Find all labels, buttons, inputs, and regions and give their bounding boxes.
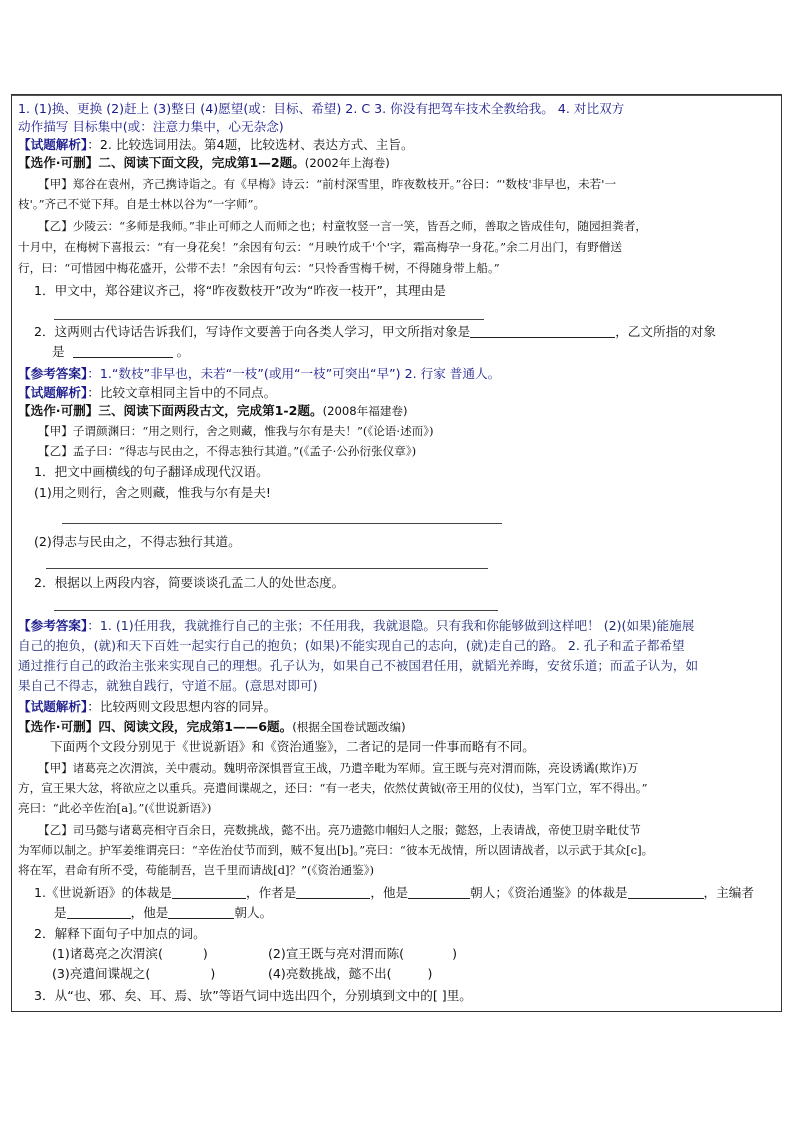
yi-passage-line-3: 将在军，君命有所不受，苟能制吾，岂千里而请战[d]？”(《资治通鉴》) [18, 863, 375, 877]
question-4-1-text-f: 是 [54, 905, 67, 920]
answers-line-1: 1. (1)换、更换 (2)赶上 (3)整日 (4)愿望(或：目标、希望) 2. C 3. 你没有把驾车技术全教给我。 4. 对比双方 [18, 101, 625, 116]
answer-line [62, 523, 502, 524]
item-text: (4)亮数挑战，懿不出( [268, 966, 392, 981]
section-4-intro: 下面两个文段分别见于《世说新语》和《资治通鉴》，二者记的是同一件事而略有不同。 [50, 739, 535, 754]
section-2-heading [18, 155, 390, 171]
analysis-text: ：比较文章相同主旨中的不同点。 [87, 385, 277, 400]
question-3-1-b: (2)得志与民由之，不得志独行其道。 [34, 534, 241, 549]
question-2-2-text: 2．这两则古代诗话告诉我们，写诗作文要善于向各类人学习，甲文所指对象是 [34, 324, 471, 339]
analysis-tag: 【试题解析】 [18, 385, 88, 400]
question-4-1-text-h: 朝人。 [234, 905, 273, 920]
question-4-1 [34, 885, 754, 901]
question-4-1-cont [54, 905, 272, 921]
reference-answer-2 [18, 366, 500, 382]
item-paren: ) [210, 966, 216, 981]
question-4-2-item-1 [52, 946, 208, 962]
section-4-title: 四、阅读文段，完成第1——6题。 [98, 719, 293, 734]
section-3-title: 三、阅读下面两段古文，完成第1-2题。 [98, 403, 323, 418]
analysis-2 [18, 385, 276, 401]
analysis-tag: 【试题解析】 [18, 699, 88, 714]
reference-answer-3-line-1 [18, 618, 694, 634]
analysis-text: ：比较两则文段思想内容的同异。 [87, 699, 277, 714]
answer-tag: 【参考答案】 [18, 618, 88, 633]
section-2-source: (2002年上海卷) [304, 156, 390, 170]
question-4-2: 2．解释下面句子中加点的词。 [34, 926, 206, 941]
worksheet-frame [11, 94, 782, 1012]
answers-line-2: 动作描写 目标集中(或：注意力集中，心无杂念) [18, 119, 284, 134]
section-4-heading [18, 719, 406, 735]
question-2-1: 1．甲文中，郑谷建议齐己，将“昨夜数枝开”改为“昨夜一枝开”，其理由是 [34, 283, 446, 298]
question-4-2-item-4 [268, 966, 432, 982]
yi-passage-line-1: 【乙】司马懿与诸葛亮相守百余日，亮数挑战，懿不出。亮乃遗懿巾帼妇人之服；懿怒，上表请战，帝使卫尉辛毗仗节 [38, 823, 641, 837]
reference-answer-3-line-2: 自己的抱负，(就)和天下百姓一起实行自己的抱负；(如果)不能实现自己的志向，(就)走自己的路。 2. 孔子和孟子都希望 [18, 638, 685, 653]
question-2-2-cont [52, 344, 189, 360]
blank-field[interactable] [172, 885, 246, 899]
answer-line [54, 319, 484, 320]
jia-passage: 【甲】子谓颜渊曰：“用之则行，舍之则藏，惟我与尔有是夫！”(《论语·述而》) [38, 424, 434, 438]
blank-field[interactable] [73, 344, 173, 358]
answer-tag: 【参考答案】 [18, 366, 88, 381]
item-text: (3)亮遣间谍觇之( [52, 966, 151, 981]
blank-field[interactable] [628, 885, 704, 899]
jia-passage-line-3: 亮曰：“此必辛佐治[a]。”(《世说新语》) [18, 801, 212, 815]
question-3-1: 1．把文中画横线的句子翻译成现代汉语。 [34, 464, 269, 479]
optional-tag: 【选作·可删】 [18, 403, 99, 418]
section-3-heading [18, 403, 408, 419]
jia-passage-line-2: 枝'。”齐己不觉下拜。自是士林以谷为“一字师”。 [18, 197, 266, 211]
answer-text: ：1.“数枝”非早也，未若“一枝”(或用“一枝”可突出“早”) 2. 行家 普通人。 [87, 366, 501, 381]
yi-passage-line-3: 行，曰：“可惜园中梅花盛开，公带不去！”余因有句云：“只怜香雪梅千树，不得随身带上船。” [18, 261, 500, 275]
question-2-2 [34, 324, 716, 340]
question-2-2-text-b: ，乙文所指的对象 [615, 324, 716, 339]
analysis-tag: 【试题解析】 [18, 137, 88, 152]
question-2-2-text-c: 是 [52, 344, 65, 359]
yi-passage-line-2: 为军师以制之。护军姜维谓亮曰：“辛佐治仗节而到，贼不复出[b]。”亮曰：“彼本无战情，所以固请战者，以示武于其众[c]。 [18, 843, 654, 857]
answer-line [46, 568, 488, 569]
question-2-2-text-d: 。 [176, 344, 190, 359]
question-4-1-text-e: ，主编者 [703, 885, 754, 900]
question-4-1-text-d: 朝人；《资治通鉴》的体裁是 [470, 885, 628, 900]
section-3-source: (2008年福建卷) [322, 404, 408, 418]
blank-field[interactable] [67, 905, 131, 919]
answer-text: ：1. (1)任用我，我就推行自己的主张；不任用我，我就退隐。只有我和你能够做到这样吧！ (2)(如果)能施展 [87, 618, 695, 633]
item-paren: ) [452, 946, 458, 961]
blank-field[interactable] [168, 905, 234, 919]
analysis-text: ：2. 比较选词用法。第4题，比较选材、表达方式、主旨。 [87, 137, 414, 152]
question-4-1-text-g: ，他是 [130, 905, 169, 920]
answer-line [54, 610, 498, 611]
yi-passage-line-1: 【乙】少陵云：“多师是我师。”非止可师之人而师之也；村童牧竖一言一笑，皆吾之师，善取之皆成佳句，随园担粪者， [38, 219, 647, 233]
question-4-1-text: 1.《世说新语》的体裁是 [34, 885, 172, 900]
item-text: (2)宣王既与亮对渭而陈( [268, 946, 405, 961]
question-4-3: 3．从“也、邪、矣、耳、焉、欤”等语气词中选出四个，分别填到文中的[ ]里。 [34, 988, 472, 1003]
item-paren: ) [202, 946, 208, 961]
question-4-1-text-c: ，他是 [370, 885, 409, 900]
reference-answer-3-line-3: 通过推行自己的政治主张来实现自己的理想。孔子认为，如果自己不被国君任用，就韬光养晦，安贫乐道；而孟子认为，如 [18, 658, 699, 673]
yi-passage-line-2: 十月中，在梅树下喜报云：“有一身花矣！”余因有句云：“月映竹成千'个'字，霜高梅孕一身花。”余二月出门，有野僧送 [18, 240, 622, 254]
reference-answer-3-line-4: 果自己不得志，就独自践行，守道不屈。(意思对即可) [18, 678, 318, 693]
jia-passage-line-1: 【甲】郑谷在袁州，齐己携诗诣之。有《早梅》诗云：“前村深雪里，昨夜数枝开。”谷曰：“'数枝'非早也，未若'一 [38, 177, 617, 191]
optional-tag: 【选作·可删】 [18, 155, 99, 170]
question-4-1-text-b: ，作者是 [245, 885, 297, 900]
question-3-1-a: (1)用之则行，舍之则藏，惟我与尔有是夫! [34, 485, 271, 500]
jia-passage-line-2: 方，宣王果大忿，将欲应之以重兵。亮遣间谍觇之，还曰：“有一老夫，依然仗黄钺(帝王用的仪仗)，当军门立，军不得出。” [18, 781, 648, 795]
optional-tag: 【选作·可删】 [18, 719, 99, 734]
section-4-source: (根据全国卷试题改编) [292, 720, 406, 734]
section-2-title: 二、阅读下面文段，完成第1—2题。 [98, 155, 305, 170]
blank-field[interactable] [296, 885, 370, 899]
blank-field[interactable] [408, 885, 470, 899]
question-4-2-item-3 [52, 966, 215, 982]
analysis-1 [18, 137, 414, 153]
question-4-2-item-2 [268, 946, 457, 962]
top-divider [12, 95, 781, 96]
item-text: (1)诸葛亮之次渭滨( [52, 946, 163, 961]
question-3-2: 2．根据以上两段内容，简要谈谈孔孟二人的处世态度。 [34, 575, 345, 590]
item-paren: ) [427, 966, 433, 981]
analysis-3 [18, 699, 276, 715]
blank-field[interactable] [470, 324, 615, 338]
yi-passage: 【乙】孟子曰：“得志与民由之，不得志独行其道。”(《孟子·公孙衍张仪章》) [38, 444, 417, 458]
jia-passage-line-1: 【甲】诸葛亮之次渭滨，关中震动。魏明帝深惧晋宣王战，乃遣辛毗为军师。宣王既与亮对渭而陈，亮设诱谲(欺诈)万 [38, 761, 639, 775]
